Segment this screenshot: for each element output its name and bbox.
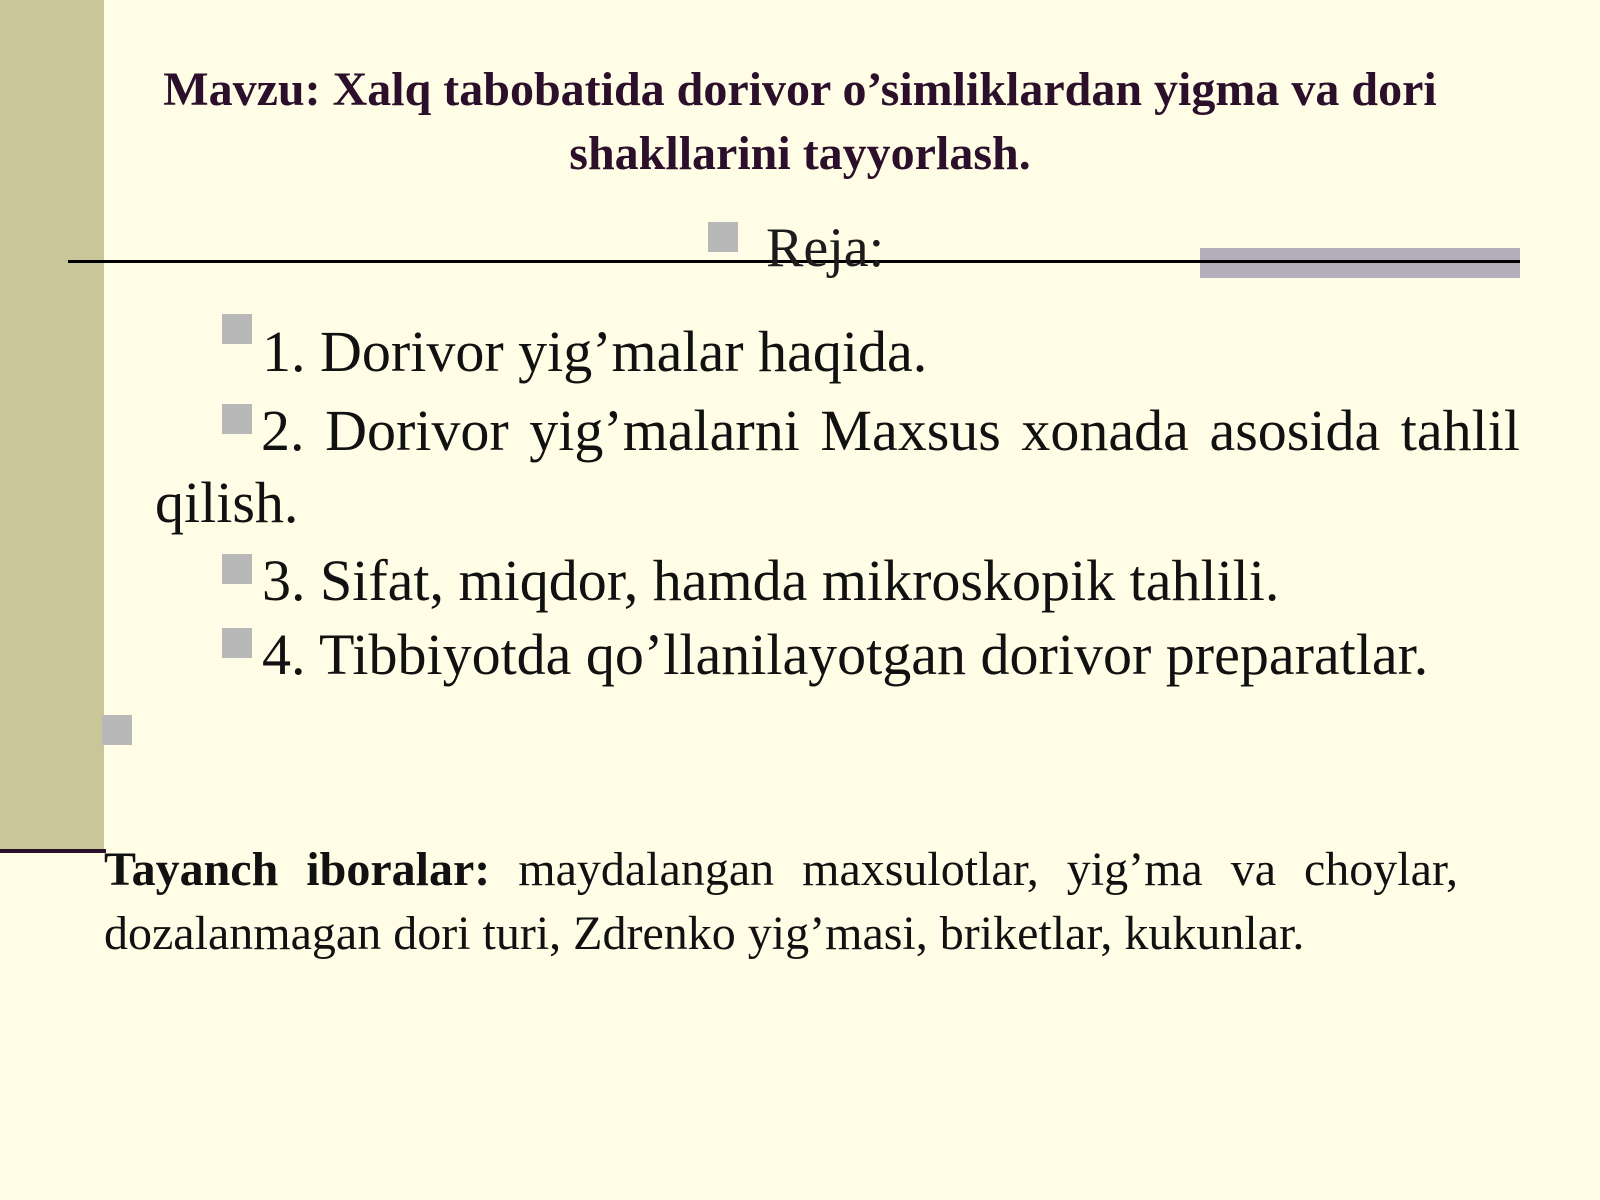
plan-accent-bar <box>1200 248 1520 278</box>
slide-title <box>70 58 1530 186</box>
title-line-1: Mavzu: Xalq tabobatida dorivor o’simliklardan yigma va dori <box>163 63 1437 116</box>
side-divider <box>0 849 106 853</box>
square-bullet-icon <box>222 314 252 344</box>
square-bullet-icon <box>708 222 738 252</box>
plan-item-3: 3. Sifat, miqdor, hamda mikroskopik tahlili. <box>262 548 1280 613</box>
square-bullet-icon <box>222 628 252 658</box>
keywords-paragraph <box>104 838 1458 966</box>
square-bullet-icon <box>222 554 252 584</box>
keywords-label: Tayanch iboralar: <box>104 843 491 896</box>
plan-item-1: 1. Dorivor yig’malar haqida. <box>262 319 928 384</box>
square-bullet-icon <box>102 715 132 745</box>
plan-item-4: 4. Tibbiyotda qo’llanilayotgan dorivor preparatlar. <box>262 622 1429 687</box>
plan-item-2: 2. Dorivor yig’malarni Maxsus xonada asosida tahlil qilish. <box>155 398 1520 535</box>
title-line-2: shakllarini tayyorlash. <box>569 127 1031 180</box>
plan-heading: Reja: <box>766 217 885 279</box>
keywords-text: maydalangan maxsulotlar, yig’ma va choylar, dozalanmagan dori turi, Zdrenko yig’masi, briketlar, kukunlar. <box>104 843 1459 960</box>
